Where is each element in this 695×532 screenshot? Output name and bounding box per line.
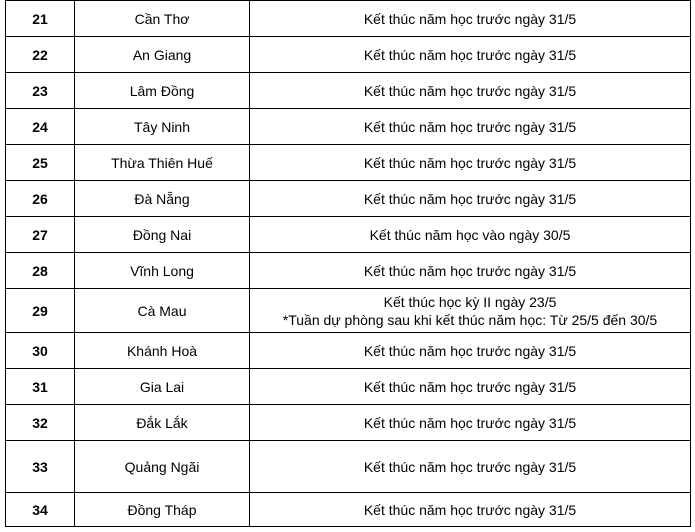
row-number: 33 [6,441,75,493]
schedule-note-line: Kết thúc năm học trước ngày 31/5 [363,458,577,475]
province-name: Đắk Lắk [75,405,250,441]
table-row [6,441,691,493]
province-name: An Giang [75,37,250,73]
table-row [6,493,691,527]
row-number: 28 [6,253,75,289]
province-name: Vĩnh Long [75,253,250,289]
province-name: Quảng Ngãi [75,441,250,493]
table-row [6,405,691,441]
schedule-note [250,217,691,253]
table-row [6,369,691,405]
schedule-note-line: Kết thúc năm học trước ngày 31/5 [363,342,577,359]
schedule-note-line: Kết thúc năm học trước ngày 31/5 [363,501,577,518]
schedule-note [250,253,691,289]
schedule-note-line: Kết thúc năm học trước ngày 31/5 [363,414,577,431]
table-row [6,253,691,289]
schedule-note [250,73,691,109]
schedule-note-line: Kết thúc năm học vào ngày 30/5 [369,226,571,243]
row-number: 24 [6,109,75,145]
schedule-note-line: Kết thúc năm học trước ngày 31/5 [363,190,577,207]
schedule-note [250,145,691,181]
schedule-note [250,369,691,405]
table-row [6,73,691,109]
schedule-note-line: Kết thúc năm học trước ngày 31/5 [363,10,577,27]
province-name: Cần Thơ [75,1,250,37]
table-row [6,289,691,333]
row-number: 23 [6,73,75,109]
schedule-note [250,333,691,369]
schedule-note [250,181,691,217]
schedule-note-line: Kết thúc năm học trước ngày 31/5 [363,82,577,99]
row-number: 25 [6,145,75,181]
schedule-note-line: Kết thúc năm học trước ngày 31/5 [363,262,577,279]
row-number: 22 [6,37,75,73]
schedule-note [250,109,691,145]
schedule-note-line: Kết thúc năm học trước ngày 31/5 [363,46,577,63]
province-name: Gia Lai [75,369,250,405]
row-number: 21 [6,1,75,37]
schedule-note [250,1,691,37]
schedule-note-line: Kết thúc năm học trước ngày 31/5 [363,154,577,171]
row-number: 34 [6,493,75,527]
province-name: Khánh Hoà [75,333,250,369]
row-number: 31 [6,369,75,405]
schedule-table [5,0,691,527]
row-number: 26 [6,181,75,217]
schedule-note-line: Kết thúc năm học trước ngày 31/5 [363,378,577,395]
table-row [6,181,691,217]
table-row [6,333,691,369]
table-row [6,145,691,181]
table-row [6,1,691,37]
row-number: 27 [6,217,75,253]
province-name: Đà Nẵng [75,181,250,217]
table-row [6,217,691,253]
table-row [6,109,691,145]
schedule-note [250,441,691,493]
row-number: 32 [6,405,75,441]
row-number: 29 [6,289,75,333]
province-name: Đồng Nai [75,217,250,253]
schedule-note [250,405,691,441]
province-name: Lâm Đồng [75,73,250,109]
row-number: 30 [6,333,75,369]
schedule-note [250,37,691,73]
table-body [6,1,691,527]
province-name: Tây Ninh [75,109,250,145]
table-row [6,37,691,73]
province-name: Cà Mau [75,289,250,333]
schedule-note-line: Kết thúc năm học trước ngày 31/5 [363,118,577,135]
schedule-note [250,493,691,527]
schedule-note-line: Kết thúc học kỳ II ngày 23/5 [383,293,557,310]
schedule-note [250,289,691,333]
schedule-note-line: *Tuần dự phòng sau khi kết thúc năm học: Từ 25/5 đến 30/5 [282,311,658,328]
province-name: Thừa Thiên Huế [75,145,250,181]
province-name: Đồng Tháp [75,493,250,527]
